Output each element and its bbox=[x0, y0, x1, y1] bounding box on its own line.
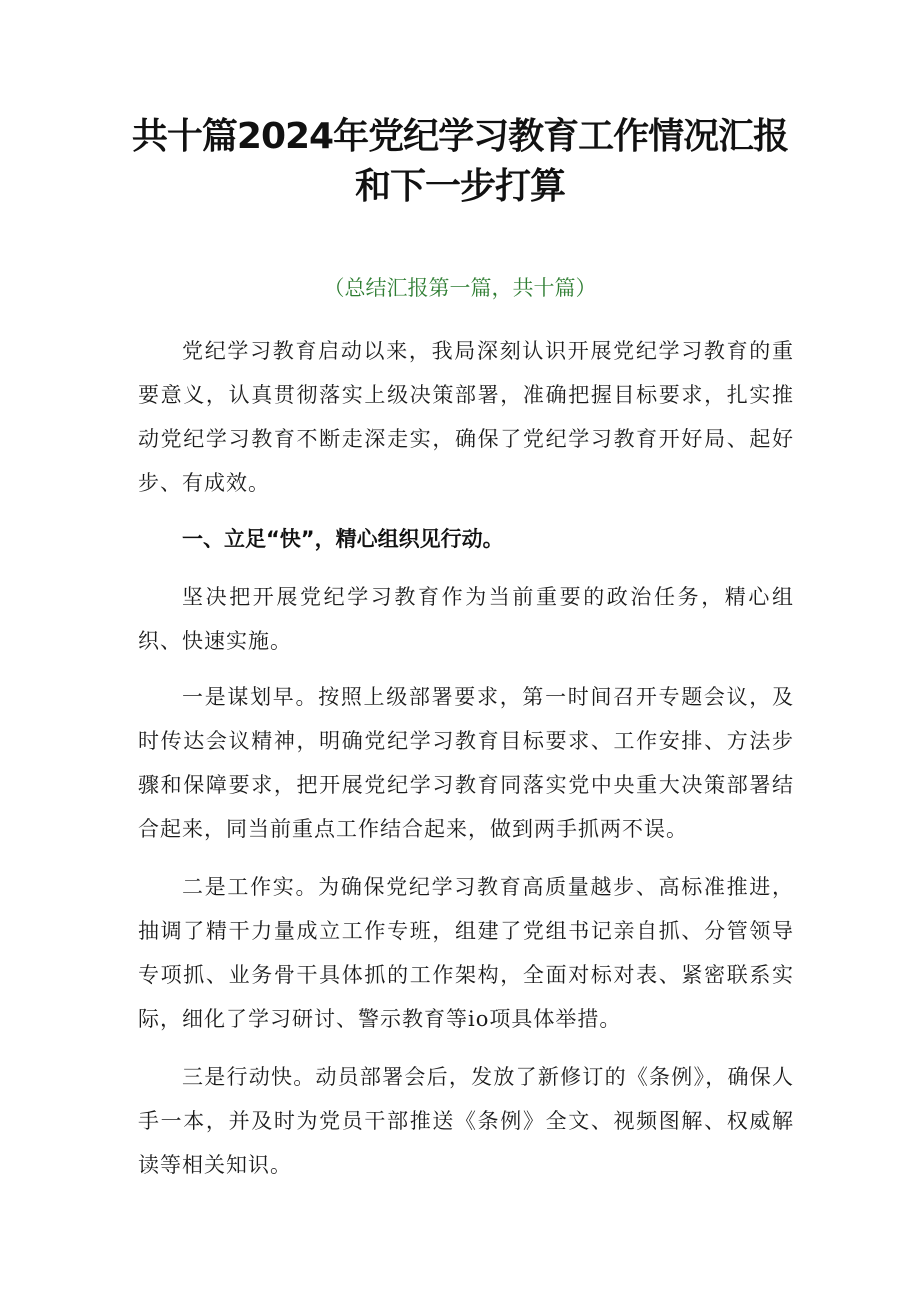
body-paragraph: 坚决把开展党纪学习教育作为当前重要的政治任务，精心组织、快速实施。 bbox=[138, 585, 794, 653]
title-line-2: 和下一步打算 bbox=[354, 166, 565, 207]
document-subtitle: （总结汇报第一篇，共十篇） bbox=[323, 276, 597, 300]
body-paragraph: 三是行动快。动员部署会后，发放了新修订的《条例》，确保人手一本，并及时为党员干部推送《条例》全文、视频图解、权威解读等相关知识。 bbox=[138, 1065, 794, 1177]
section-heading-1: 一、立足“快”，精心组织见行动。 bbox=[182, 527, 504, 551]
body-paragraph: 一是谋划早。按照上级部署要求，第一时间召开专题会议，及时传达会议精神，明确党纪学习教育目标要求、工作安排、方法步骤和保障要求，把开展党纪学习教育同落实党中央重大决策部署结合起来，同当前重点工作结合起来，做到两手抓两不误。 bbox=[138, 685, 794, 841]
document-title bbox=[100, 112, 820, 212]
intro-paragraph: 党纪学习教育启动以来，我局深刻认识开展党纪学习教育的重要意义，认真贯彻落实上级决策部署，准确把握目标要求，扎实推动党纪学习教育不断走深走实，确保了党纪学习教育开好局、起好步、有成效。 bbox=[138, 339, 794, 495]
title-line-1: 共十篇2024年党纪学习教育工作情况汇报 bbox=[131, 116, 789, 157]
body-paragraph: 二是工作实。为确保党纪学习教育高质量越步、高标准推进，抽调了精干力量成立工作专班，组建了党组书记亲自抓、分管领导专项抓、业务骨干具体抓的工作架构，全面对标对表、紧密联系实际，细化了学习研讨、警示教育等io项具体举措。 bbox=[138, 875, 794, 1031]
